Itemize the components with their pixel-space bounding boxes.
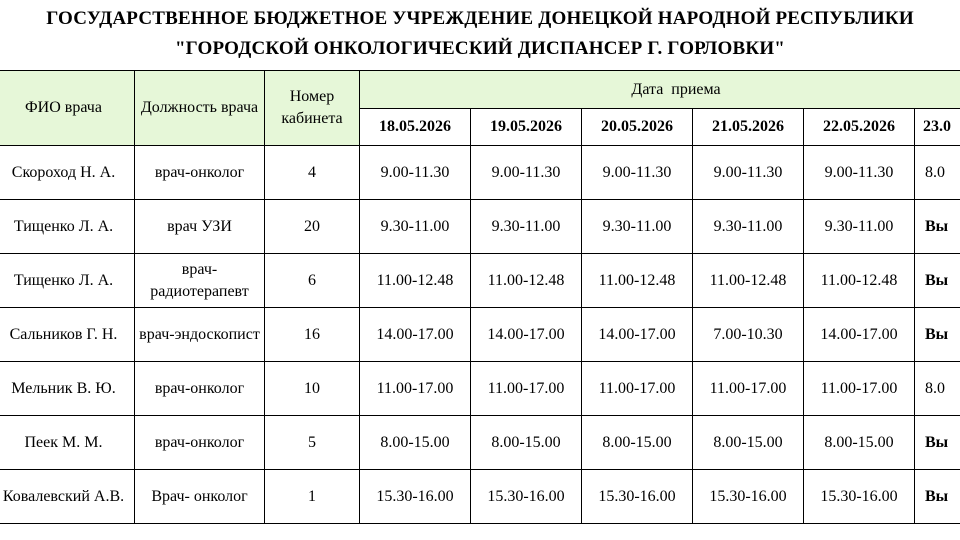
doctor-position: Врач- онколог: [135, 470, 265, 524]
room-number: 1: [265, 470, 360, 524]
doctor-name: Тищенко Л. А.: [0, 254, 135, 308]
time-cell: 9.30-11.00: [804, 200, 915, 254]
doctor-position: врач-онколог: [135, 362, 265, 416]
date-header: 19.05.2026: [471, 109, 582, 146]
time-cell: Вы: [915, 308, 960, 362]
table-row: [0, 362, 960, 416]
time-cell: 11.00-12.48: [804, 254, 915, 308]
doctor-name: Скороход Н. А.: [0, 146, 135, 200]
time-cell: 14.00-17.00: [360, 308, 471, 362]
room-number: 16: [265, 308, 360, 362]
time-cell: 9.00-11.30: [360, 146, 471, 200]
table-row: [0, 470, 960, 524]
time-cell: 9.00-11.30: [693, 146, 804, 200]
time-cell: 9.30-11.00: [471, 200, 582, 254]
time-cell: 9.30-11.00: [582, 200, 693, 254]
room-number: 4: [265, 146, 360, 200]
time-cell: 11.00-12.48: [582, 254, 693, 308]
doctor-position: врач УЗИ: [135, 200, 265, 254]
doctor-position: врач-эндоскопист: [135, 308, 265, 362]
doctor-position: врач-онколог: [135, 146, 265, 200]
doctor-name: Тищенко Л. А.: [0, 200, 135, 254]
time-cell: 11.00-17.00: [360, 362, 471, 416]
table-row: [0, 308, 960, 362]
time-cell: 15.30-16.00: [471, 470, 582, 524]
header-room: Номер кабинета: [265, 71, 360, 146]
schedule-table: [0, 70, 960, 524]
time-cell: 15.30-16.00: [360, 470, 471, 524]
room-number: 10: [265, 362, 360, 416]
time-cell: 8.00-15.00: [693, 416, 804, 470]
time-cell: 9.00-11.30: [804, 146, 915, 200]
time-cell: 11.00-17.00: [693, 362, 804, 416]
doctor-position: врач-радиотерапевт: [135, 254, 265, 308]
time-cell: 11.00-17.00: [582, 362, 693, 416]
time-cell: 15.30-16.00: [693, 470, 804, 524]
room-number: 6: [265, 254, 360, 308]
institution-title: ГОСУДАРСТВЕННОЕ БЮДЖЕТНОЕ УЧРЕЖДЕНИЕ ДОНЕЦКОЙ НАРОДНОЙ РЕСПУБЛИКИ: [46, 8, 914, 29]
time-cell: 8.00-15.00: [582, 416, 693, 470]
time-cell: 11.00-17.00: [804, 362, 915, 416]
date-header: 23.0: [915, 109, 960, 146]
doctor-name: Сальников Г. Н.: [0, 308, 135, 362]
time-cell: 15.30-16.00: [582, 470, 693, 524]
time-cell: 9.30-11.00: [693, 200, 804, 254]
table-row: [0, 200, 960, 254]
time-cell: Вы: [915, 200, 960, 254]
time-cell: 14.00-17.00: [804, 308, 915, 362]
time-cell: 9.30-11.00: [360, 200, 471, 254]
room-number: 20: [265, 200, 360, 254]
time-cell: 8.00-15.00: [804, 416, 915, 470]
doctor-position: врач-онколог: [135, 416, 265, 470]
doctor-name: Пеек М. М.: [0, 416, 135, 470]
header-position: Должность врача: [135, 71, 265, 146]
time-cell: 8.00-15.00: [471, 416, 582, 470]
time-cell: Вы: [915, 470, 960, 524]
time-cell: 14.00-17.00: [471, 308, 582, 362]
header-date-group: Дата приема: [360, 71, 960, 109]
room-number: 5: [265, 416, 360, 470]
table-row: [0, 254, 960, 308]
date-header: 18.05.2026: [360, 109, 471, 146]
time-cell: 8.0: [915, 362, 960, 416]
dispensary-title: "ГОРОДСКОЙ ОНКОЛОГИЧЕСКИЙ ДИСПАНСЕР Г. ГОРЛОВКИ": [174, 38, 786, 59]
doctor-name: Ковалевский А.В.: [0, 470, 135, 524]
time-cell: 8.00-15.00: [360, 416, 471, 470]
table-row: [0, 146, 960, 200]
time-cell: 8.0: [915, 146, 960, 200]
time-cell: 7.00-10.30: [693, 308, 804, 362]
time-cell: 11.00-12.48: [471, 254, 582, 308]
time-cell: 11.00-12.48: [360, 254, 471, 308]
doctor-name: Мельник В. Ю.: [0, 362, 135, 416]
time-cell: Вы: [915, 254, 960, 308]
header-doctor: ФИО врача: [0, 71, 135, 146]
date-header: 21.05.2026: [693, 109, 804, 146]
table-row: [0, 416, 960, 470]
date-header: 22.05.2026: [804, 109, 915, 146]
time-cell: 11.00-12.48: [693, 254, 804, 308]
time-cell: 15.30-16.00: [804, 470, 915, 524]
time-cell: 14.00-17.00: [582, 308, 693, 362]
time-cell: Вы: [915, 416, 960, 470]
time-cell: 9.00-11.30: [582, 146, 693, 200]
time-cell: 9.00-11.30: [471, 146, 582, 200]
time-cell: 11.00-17.00: [471, 362, 582, 416]
date-header: 20.05.2026: [582, 109, 693, 146]
